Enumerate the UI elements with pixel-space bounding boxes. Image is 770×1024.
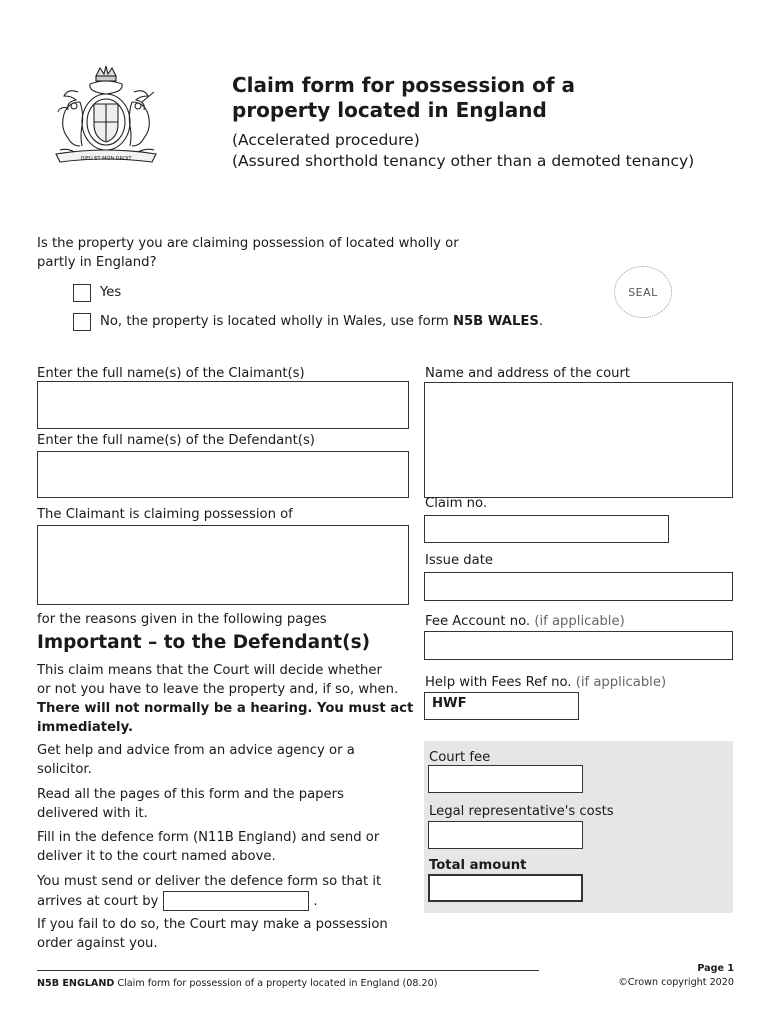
- form-subtitle: [232, 130, 752, 172]
- no-hearing-warning: There will not normally be a hearing. You must act: [37, 701, 414, 716]
- important-paragraph-5: You must send or deliver the defence form so that it arrives at court by .: [37, 872, 417, 911]
- svg-text:DIEU ET MON DROIT: DIEU ET MON DROIT: [80, 156, 132, 162]
- help-with-fees-field[interactable]: HWF: [424, 692, 579, 720]
- important-paragraph-6: If you fail to do so, the Court may make a possession order against you.: [37, 917, 388, 951]
- possession-of-label: The Claimant is claiming possession of: [37, 507, 293, 522]
- important-heading: Important – to the Defendant(s): [37, 632, 371, 653]
- question-line-1: Is the property you are claiming possession of located wholly or: [37, 236, 459, 251]
- footer-form-reference: [37, 978, 437, 989]
- form-title-line-1: Claim form for possession of a: [232, 73, 575, 97]
- property-address-field[interactable]: [37, 525, 409, 605]
- claim-no-field[interactable]: [424, 515, 669, 543]
- important-paragraph-2: Get help and advice from an advice agency or a solicitor.: [37, 743, 355, 777]
- reasons-text: for the reasons given in the following pages: [37, 612, 327, 627]
- defendant-names-field[interactable]: [37, 451, 409, 498]
- no-wales-checkbox-label: No, the property is located wholly in Wales, use form N5B WALES.: [100, 314, 544, 329]
- court-seal-area: SEAL: [614, 266, 672, 318]
- defendant-names-label: Enter the full name(s) of the Defendant(s): [37, 433, 315, 448]
- royal-coat-of-arms-icon: [38, 62, 174, 170]
- fee-account-hint: (if applicable): [534, 614, 625, 629]
- court-fee-field[interactable]: [428, 765, 583, 793]
- important-paragraph-1: This claim means that the Court will decide whether or not you have to leave the property and, if so, when. There will not normally be a hearing. You must act immediately.: [37, 661, 417, 737]
- total-amount-label: Total amount: [429, 858, 527, 873]
- form-subtitle-line-2: (Assured shorthold tenancy other than a demoted tenancy): [232, 152, 695, 170]
- help-with-fees-hint: (if applicable): [575, 675, 667, 690]
- claimant-names-field[interactable]: [37, 381, 409, 429]
- help-with-fees-label: Help with Fees Ref no. (if applicable): [425, 675, 667, 690]
- legal-costs-label: Legal representative's costs: [429, 804, 614, 819]
- issue-date-field[interactable]: [424, 572, 733, 601]
- form-title-line-2: property located in England: [232, 98, 547, 122]
- defence-deadline-field[interactable]: [163, 891, 309, 911]
- form-subtitle-line-1: (Accelerated procedure): [232, 131, 420, 149]
- property-location-question: [37, 234, 507, 272]
- issue-date-label: Issue date: [425, 553, 494, 568]
- important-paragraph-3: Read all the pages of this form and the papers delivered with it.: [37, 787, 344, 821]
- court-fee-label: Court fee: [429, 750, 491, 765]
- form-code: N5B ENGLAND: [37, 978, 115, 989]
- fee-account-label: Fee Account no. (if applicable): [425, 614, 625, 629]
- yes-checkbox[interactable]: [73, 284, 91, 302]
- total-amount-field[interactable]: [428, 874, 583, 902]
- n5b-wales-form-ref: N5B WALES: [452, 314, 539, 329]
- footer-page-info: [560, 962, 734, 990]
- copyright-notice: ©Crown copyright 2020: [618, 977, 734, 988]
- footer-divider: [37, 970, 539, 971]
- form-description: Claim form for possession of a property located in England (08.20): [117, 978, 438, 989]
- question-line-2: partly in England?: [37, 255, 157, 270]
- court-name-address-label: Name and address of the court: [425, 366, 631, 381]
- fee-account-field[interactable]: [424, 631, 733, 660]
- claim-no-label: Claim no.: [425, 496, 488, 511]
- legal-costs-field[interactable]: [428, 821, 583, 849]
- claimant-names-label: Enter the full name(s) of the Claimant(s): [37, 366, 305, 381]
- court-name-address-field[interactable]: [424, 382, 733, 498]
- important-paragraph-4: Fill in the defence form (N11B England) and send or deliver it to the court named above.: [37, 830, 380, 864]
- yes-checkbox-label: Yes: [100, 285, 122, 300]
- form-title: [232, 73, 752, 123]
- no-wales-checkbox[interactable]: [73, 313, 91, 331]
- act-immediately-warning: immediately.: [37, 720, 133, 735]
- page-number: Page 1: [697, 963, 734, 974]
